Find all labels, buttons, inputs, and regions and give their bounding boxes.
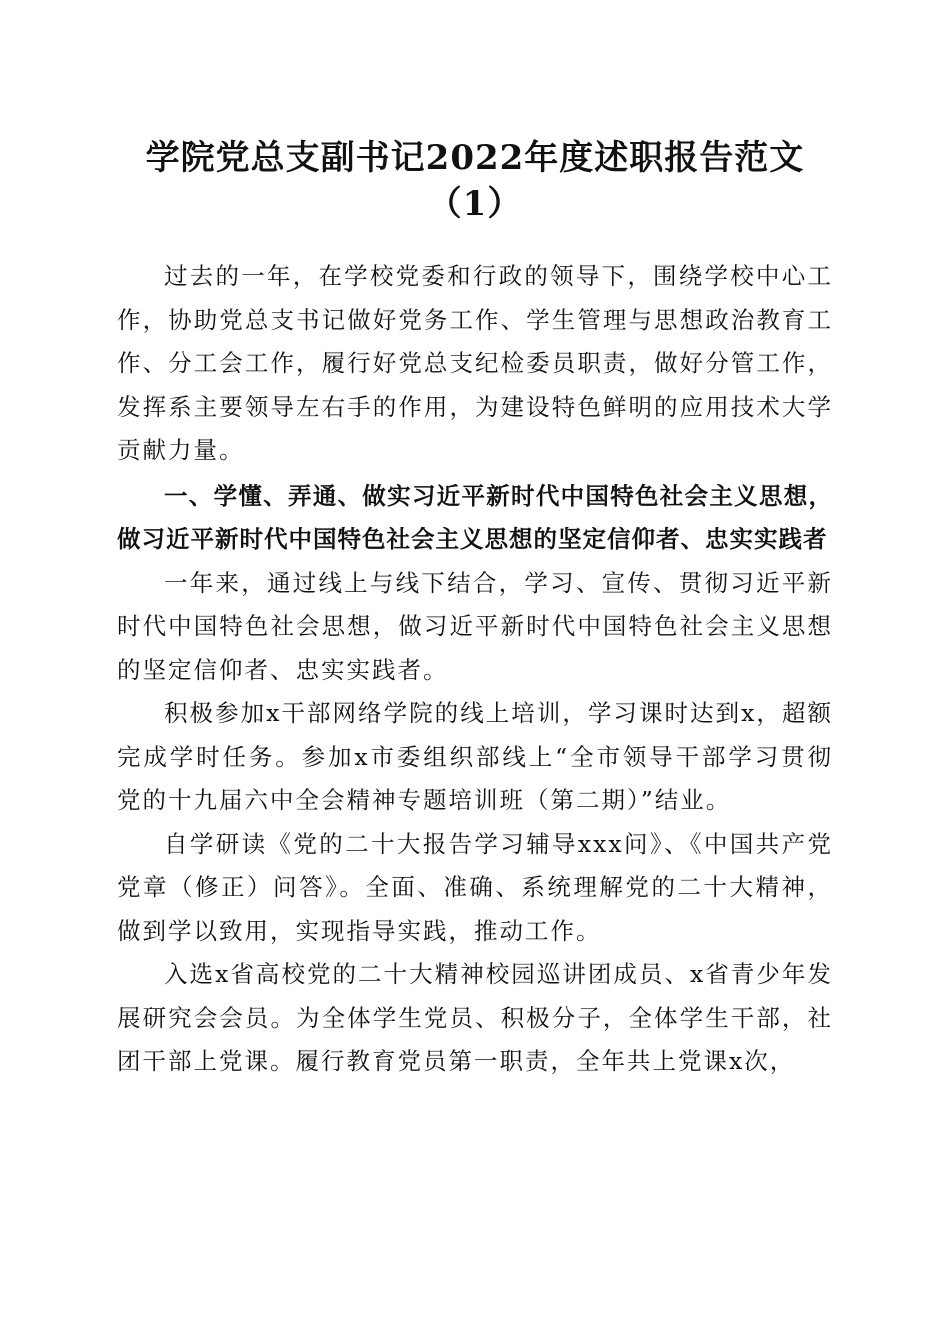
section-heading-1: 一、学懂、弄通、做实习近平新时代中国特色社会主义思想，做习近平新时代中国特色社会主义思想的坚定信仰者、忠实实践者 <box>117 481 833 553</box>
document-body <box>117 255 833 1084</box>
document-title-line-1: 学院党总支副书记2022年度述职报告范文 <box>145 138 805 178</box>
paragraph-study-summary: 一年来，通过线上与线下结合，学习、宣传、贯彻习近平新时代中国特色社会思想，做习近平新时代中国特色社会主义思想的坚定信仰者、忠实实践者。 <box>117 568 833 684</box>
document-title <box>100 135 850 227</box>
paragraph-self-study: 自学研读《党的二十大报告学习辅导xxx问》、《中国共产党党章（修正）问答》。全面、准确、系统理解党的二十大精神，做到学以致用，实现指导实践，推动工作。 <box>117 829 833 945</box>
paragraph-intro: 过去的一年，在学校党委和行政的领导下，围绕学校中心工作，协助党总支书记做好党务工作、学生管理与思想政治教育工作、分工会工作，履行好党总支纪检委员职责，做好分管工作，发挥系主要领导左右手的作用，为建设特色鲜明的应用技术大学贡献力量。 <box>117 262 833 464</box>
paragraph-online-training: 积极参加x干部网络学院的线上培训，学习课时达到x，超额完成学时任务。参加x市委组织部线上“全市领导干部学习贯彻党的十九届六中全会精神专题培训班（第二期）”结业。 <box>117 699 833 814</box>
paragraph-lecture-team: 入选x省高校党的二十大精神校园巡讲团成员、x省青少年发展研究会会员。为全体学生党员、积极分子，全体学生干部，社团干部上党课。履行教育党员第一职责，全年共上党课x次， <box>117 960 833 1075</box>
document-title-line-2: （1） <box>427 184 523 224</box>
